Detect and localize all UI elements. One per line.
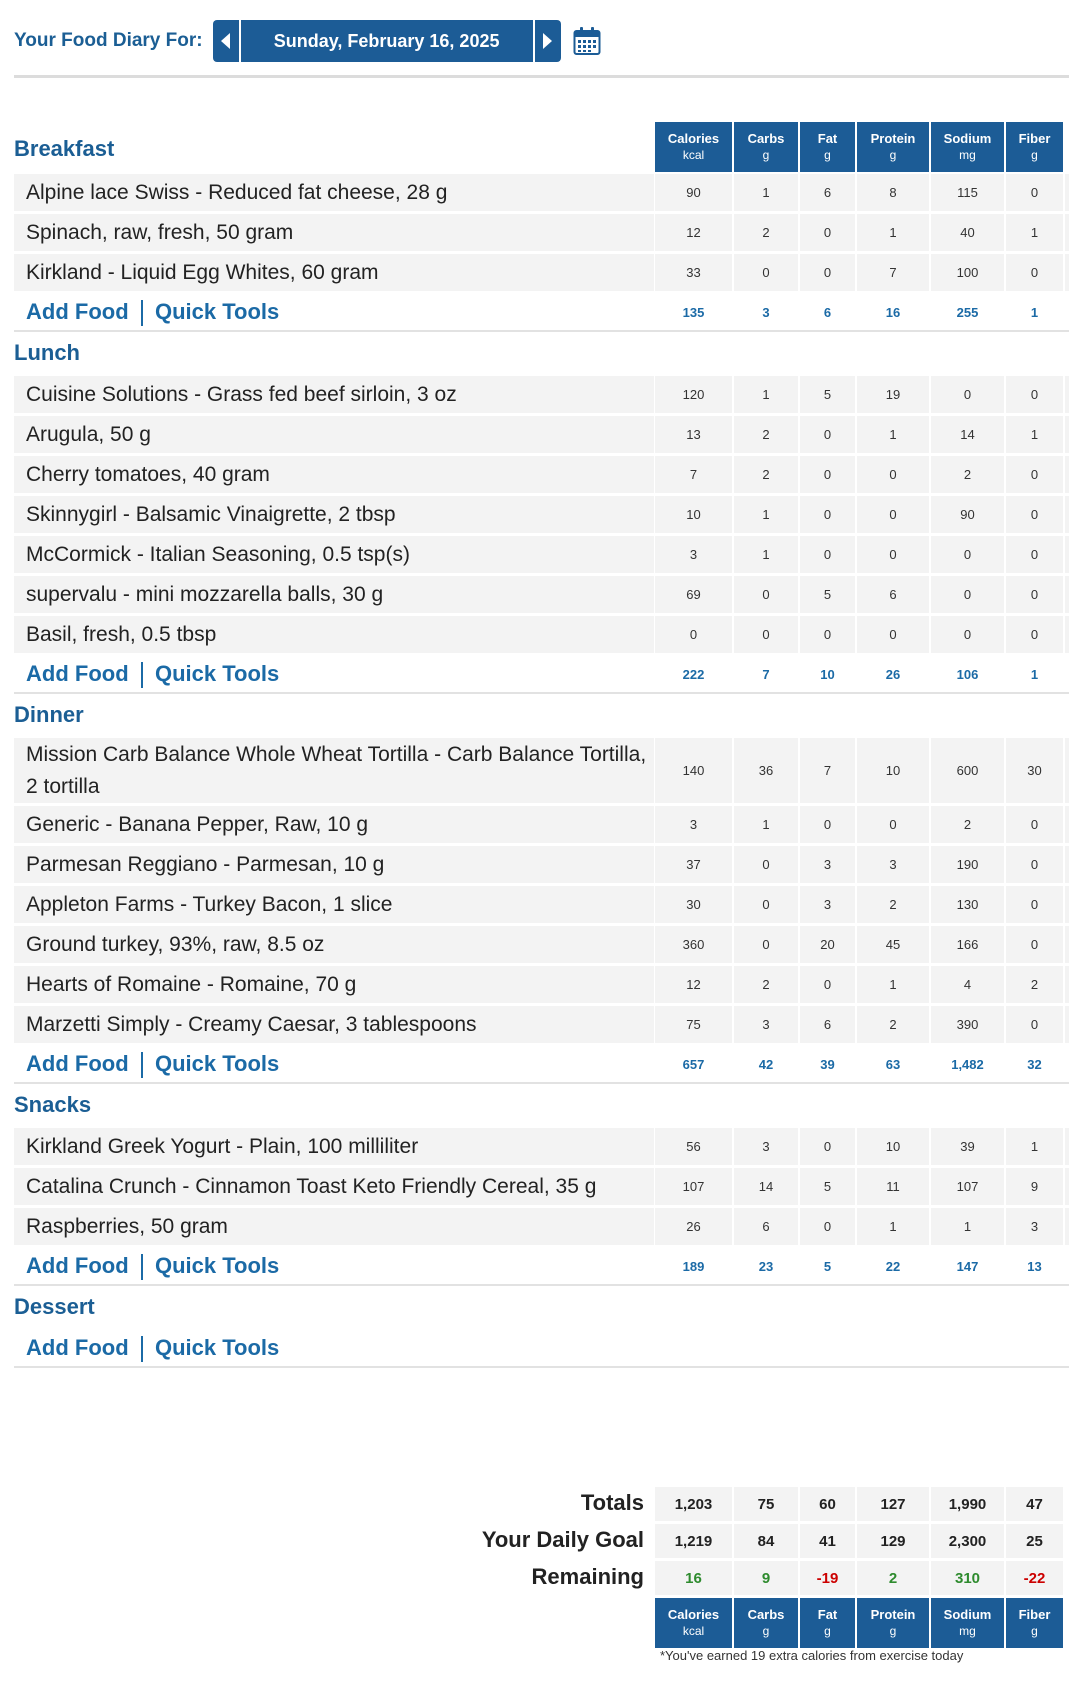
nutrient-value: 0 [734, 254, 798, 291]
nutrient-value: 1 [734, 376, 798, 413]
food-entry-name[interactable]: Ground turkey, 93%, raw, 8.5 oz [14, 926, 654, 963]
column-name: Protein [870, 1607, 916, 1622]
nutrient-value: 3 [734, 1128, 798, 1165]
nutrient-value: 10 [857, 738, 929, 803]
row-edge [1065, 806, 1069, 843]
row-edge [1065, 416, 1069, 453]
column-1-header [734, 122, 798, 172]
nutrient-value: 7 [800, 738, 855, 803]
meal-total-value: 255 [956, 304, 979, 320]
nutrient-value: 0 [800, 966, 855, 1003]
nutrient-value: 5 [800, 376, 855, 413]
nutrient-value: 2 [1006, 966, 1063, 1003]
link-separator [141, 1052, 143, 1078]
food-entry-row[interactable] [14, 416, 1069, 453]
food-entry-row[interactable] [14, 456, 1069, 493]
nutrient-value: 2 [857, 1006, 929, 1043]
nutrient-value: 115 [931, 174, 1004, 211]
nutrient-value: 7 [655, 456, 732, 493]
food-entry-name[interactable]: Alpine lace Swiss - Reduced fat cheese, 28 g [14, 174, 654, 211]
column-unit: g [824, 148, 831, 162]
nutrient-value: 36 [734, 738, 798, 803]
food-entry-row[interactable] [14, 846, 1069, 883]
food-entry-row[interactable] [14, 966, 1069, 1003]
column-name: Fiber [1018, 1607, 1051, 1622]
food-entry-name[interactable]: Basil, fresh, 0.5 tbsp [14, 616, 654, 653]
link-separator [141, 300, 143, 326]
food-entry-name[interactable]: Kirkland - Liquid Egg Whites, 60 gram [14, 254, 654, 291]
meal-total-value: 42 [758, 1056, 774, 1072]
row-edge [1065, 536, 1069, 573]
meal-total-value: 3 [762, 304, 770, 320]
column-name: Fiber [1018, 131, 1051, 146]
nutrient-value: 11 [857, 1168, 929, 1205]
food-entry-name[interactable]: Parmesan Reggiano - Parmesan, 10 g [14, 846, 654, 883]
nutrient-value: 0 [857, 536, 929, 573]
food-entry-name[interactable]: Catalina Crunch - Cinnamon Toast Keto Friendly Cereal, 35 g [14, 1168, 654, 1205]
link-separator [141, 1254, 143, 1280]
meal-total-value: 23 [758, 1258, 774, 1274]
nutrient-value: 26 [655, 1208, 732, 1245]
column-unit: g [1031, 148, 1038, 162]
meal-title-breakfast: Breakfast [14, 136, 115, 161]
food-entry-name[interactable]: supervalu - mini mozzarella balls, 30 g [14, 576, 654, 613]
column-name: Calories [667, 1607, 720, 1622]
food-entry-row[interactable] [14, 1208, 1069, 1245]
quick-tools-link[interactable]: Quick Tools [155, 1253, 280, 1278]
nutrient-value: 20 [800, 926, 855, 963]
nutrient-value: 0 [857, 806, 929, 843]
nutrient-value: 1 [1006, 416, 1063, 453]
nutrient-value: 14 [931, 416, 1004, 453]
daily-goal-row-value: 2,300 [931, 1524, 1004, 1558]
remaining-row-value: -22 [1006, 1561, 1063, 1595]
column-bottom-5-header [1006, 1598, 1063, 1648]
row-edge [1065, 1208, 1069, 1245]
chevron-right-icon [543, 33, 552, 49]
nutrient-value: 0 [931, 376, 1004, 413]
nutrient-value: 1 [857, 214, 929, 251]
remaining-row-value: 16 [655, 1561, 732, 1595]
food-entry-row[interactable] [14, 1128, 1069, 1165]
nutrient-value: 0 [931, 536, 1004, 573]
nutrient-value: 0 [800, 416, 855, 453]
nutrient-value: 0 [1006, 616, 1063, 653]
nutrient-value: 10 [857, 1128, 929, 1165]
column-4-header [931, 122, 1004, 172]
column-unit: kcal [682, 1624, 705, 1638]
nutrient-value: 107 [655, 1168, 732, 1205]
nutrient-value: 6 [734, 1208, 798, 1245]
nutrient-value: 56 [655, 1128, 732, 1165]
nutrient-value: 8 [857, 174, 929, 211]
column-5-header [1006, 122, 1063, 172]
food-entry-row[interactable] [14, 174, 1069, 211]
nutrient-value: 0 [734, 616, 798, 653]
nutrient-value: 3 [655, 536, 732, 573]
nutrient-value: 360 [655, 926, 732, 963]
column-name: Sodium [943, 1607, 992, 1622]
diary-header [14, 20, 601, 62]
food-entry-row[interactable] [14, 886, 1069, 923]
meal-total-value: 135 [682, 304, 705, 320]
row-edge [1065, 254, 1069, 291]
totals-row-label: Totals [580, 1490, 644, 1515]
nutrient-value: 0 [1006, 576, 1063, 613]
nutrient-value: 2 [857, 886, 929, 923]
row-edge [1065, 738, 1069, 803]
column-bottom-0-header [655, 1598, 732, 1648]
food-entry-row[interactable] [14, 738, 1069, 803]
remaining-row-value: 310 [931, 1561, 1004, 1595]
nutrient-value: 0 [800, 1128, 855, 1165]
nutrient-value: 1 [931, 1208, 1004, 1245]
calendar-icon[interactable] [573, 26, 601, 56]
nutrient-value: 0 [734, 886, 798, 923]
nutrient-value: 19 [857, 376, 929, 413]
column-name: Fat [817, 131, 838, 146]
nutrient-value: 1 [857, 966, 929, 1003]
next-day-button[interactable] [535, 20, 561, 62]
nutrient-value: 0 [800, 536, 855, 573]
nutrient-value: 130 [931, 886, 1004, 923]
food-entry-row[interactable] [14, 576, 1069, 613]
nutrient-value: 30 [655, 886, 732, 923]
current-date: Sunday, February 16, 2025 [239, 20, 535, 62]
nutrient-value: 0 [931, 576, 1004, 613]
nutrient-value: 6 [800, 1006, 855, 1043]
meal-total-value: 1 [1030, 666, 1039, 682]
nutrient-value: 0 [734, 846, 798, 883]
remaining-row-value: 2 [857, 1561, 929, 1595]
food-entry-row[interactable] [14, 806, 1069, 843]
nutrient-value: 14 [734, 1168, 798, 1205]
nutrient-value: 0 [800, 254, 855, 291]
exercise-footnote: *You've earned 19 extra calories from exercise today [660, 1648, 964, 1663]
nutrient-value: 120 [655, 376, 732, 413]
meal-total-value: 22 [885, 1258, 901, 1274]
daily-goal-row-value: 25 [1006, 1524, 1063, 1558]
column-3-header [857, 122, 929, 172]
food-entry-row[interactable] [14, 616, 1069, 653]
nutrient-value: 0 [800, 496, 855, 533]
add-food-link[interactable]: Add Food [26, 1253, 129, 1278]
daily-goal-row-value: 84 [734, 1524, 798, 1558]
food-entry-row[interactable] [14, 536, 1069, 573]
column-bottom-3-header [857, 1598, 929, 1648]
daily-goal-row-value: 41 [800, 1524, 855, 1558]
meal-total-value: 10 [820, 666, 835, 682]
nutrient-value: 390 [931, 1006, 1004, 1043]
column-unit: g [889, 1624, 897, 1638]
food-entry-name[interactable]: Marzetti Simply - Creamy Caesar, 3 tablespoons [14, 1006, 654, 1043]
date-navigator [213, 20, 561, 62]
nutrient-value: 33 [655, 254, 732, 291]
nutrient-value: 2 [734, 456, 798, 493]
nutrient-value: 10 [655, 496, 732, 533]
nutrient-value: 69 [655, 576, 732, 613]
totals-row-value: 127 [857, 1487, 929, 1521]
nutrient-value: 3 [857, 846, 929, 883]
header-divider [14, 75, 1069, 78]
column-unit: mg [959, 148, 976, 162]
food-entry-name[interactable]: Arugula, 50 g [14, 416, 654, 453]
food-entry-row[interactable] [14, 926, 1069, 963]
nutrient-value: 2 [931, 806, 1004, 843]
nutrient-value: 0 [655, 616, 732, 653]
totals-row-value: 47 [1006, 1487, 1063, 1521]
nutrient-value: 39 [931, 1128, 1004, 1165]
nutrient-value: 0 [1006, 1006, 1063, 1043]
meal-total-value: 5 [823, 1258, 832, 1274]
food-entry-name[interactable]: Spinach, raw, fresh, 50 gram [14, 214, 654, 251]
meal-actions-row [14, 656, 1069, 694]
nutrient-value: 5 [800, 576, 855, 613]
row-edge [1065, 926, 1069, 963]
food-entry-name[interactable]: Raspberries, 50 gram [14, 1208, 654, 1245]
meal-total-value: 1,482 [951, 1056, 984, 1072]
column-unit: g [762, 1624, 770, 1638]
meal-actions-row [14, 294, 1069, 332]
nutrient-value: 45 [857, 926, 929, 963]
nutrient-value: 166 [931, 926, 1004, 963]
column-name: Protein [870, 131, 916, 146]
food-entry-row[interactable] [14, 376, 1069, 413]
column-unit: g [889, 148, 897, 162]
nutrient-value: 100 [931, 254, 1004, 291]
nutrient-value: 0 [1006, 376, 1063, 413]
column-name: Carbs [747, 1607, 785, 1622]
nutrient-value: 75 [655, 1006, 732, 1043]
nutrient-value: 9 [1006, 1168, 1063, 1205]
meal-total-value: 7 [762, 666, 770, 682]
add-food-link[interactable]: Add Food [26, 299, 129, 324]
nutrient-value: 0 [931, 616, 1004, 653]
nutrient-value: 0 [1006, 456, 1063, 493]
meal-total-value: 6 [823, 304, 832, 320]
add-food-link[interactable]: Add Food [26, 1335, 129, 1360]
nutrient-value: 12 [655, 214, 732, 251]
nutrient-value: 0 [800, 616, 855, 653]
nutrient-value: 0 [857, 456, 929, 493]
column-unit: g [762, 148, 770, 162]
meal-actions-row [14, 1046, 1069, 1084]
add-food-link[interactable]: Add Food [26, 661, 129, 686]
nutrient-value: 0 [800, 1208, 855, 1245]
column-0-header [655, 122, 732, 172]
nutrient-value: 2 [734, 214, 798, 251]
daily-goal-row-value: 129 [857, 1524, 929, 1558]
meal-total-value: 16 [885, 304, 901, 320]
nutrient-value: 0 [800, 456, 855, 493]
nutrient-value: 40 [931, 214, 1004, 251]
food-entry-row[interactable] [14, 1006, 1069, 1043]
meal-total-value: 13 [1027, 1258, 1042, 1274]
diary-label: Your Food Diary For: [14, 30, 203, 51]
nutrient-value: 1 [734, 536, 798, 573]
quick-tools-link[interactable]: Quick Tools [155, 1335, 280, 1360]
row-edge [1065, 576, 1069, 613]
nutrient-value: 6 [857, 576, 929, 613]
nutrient-value: 190 [931, 846, 1004, 883]
row-edge [1065, 174, 1069, 211]
nutrient-value: 0 [800, 806, 855, 843]
row-edge [1065, 1128, 1069, 1165]
meal-actions-row [14, 1248, 1069, 1286]
nutrient-value: 0 [857, 496, 929, 533]
nutrient-value: 107 [931, 1168, 1004, 1205]
nutrient-value: 2 [931, 456, 1004, 493]
nutrient-value: 1 [734, 174, 798, 211]
column-unit: g [1031, 1624, 1038, 1638]
nutrient-value: 1 [857, 1208, 929, 1245]
nutrient-value: 3 [800, 846, 855, 883]
column-name: Fat [817, 1607, 838, 1622]
column-name: Calories [667, 131, 720, 146]
nutrient-value: 12 [655, 966, 732, 1003]
row-edge [1065, 456, 1069, 493]
food-entry-name[interactable]: McCormick - Italian Seasoning, 0.5 tsp(s) [14, 536, 654, 573]
nutrient-value: 90 [931, 496, 1004, 533]
column-unit: g [824, 1624, 831, 1638]
food-entry-row[interactable] [14, 1168, 1069, 1205]
column-2-header [800, 122, 855, 172]
food-entry-row[interactable] [14, 214, 1069, 251]
row-edge [1065, 1006, 1069, 1043]
nutrient-value: 3 [734, 1006, 798, 1043]
nutrient-value: 1 [857, 416, 929, 453]
nutrient-value: 6 [800, 174, 855, 211]
row-edge [1065, 376, 1069, 413]
nutrient-value: 0 [1006, 254, 1063, 291]
row-edge [1065, 966, 1069, 1003]
meal-title-lunch: Lunch [14, 340, 80, 365]
daily-goal-row-value: 1,219 [655, 1524, 732, 1558]
nutrient-value: 90 [655, 174, 732, 211]
remaining-row-value: 9 [734, 1561, 798, 1595]
remaining-row-value: -19 [800, 1561, 855, 1595]
meal-total-value: 106 [956, 666, 979, 682]
nutrient-value: 37 [655, 846, 732, 883]
nutrient-value: 4 [931, 966, 1004, 1003]
nutrient-value: 1 [1006, 214, 1063, 251]
meal-title-snacks: Snacks [14, 1092, 92, 1117]
meal-total-value: 32 [1027, 1056, 1042, 1072]
nutrient-value: 1 [734, 496, 798, 533]
nutrient-value: 1 [734, 806, 798, 843]
meal-total-value: 63 [885, 1056, 901, 1072]
totals-row-value: 75 [734, 1487, 798, 1521]
meal-total-value: 26 [885, 666, 901, 682]
meal-total-value: 1 [1030, 304, 1039, 320]
meal-total-value: 657 [682, 1056, 705, 1072]
column-bottom-1-header [734, 1598, 798, 1648]
row-edge [1065, 1168, 1069, 1205]
nutrient-value: 0 [1006, 806, 1063, 843]
nutrient-value: 30 [1006, 738, 1063, 803]
nutrient-value: 0 [1006, 496, 1063, 533]
meal-total-value: 147 [956, 1258, 979, 1274]
food-entry-name[interactable]: Appleton Farms - Turkey Bacon, 1 slice [14, 886, 654, 923]
food-entry-name[interactable]: Hearts of Romaine - Romaine, 70 g [14, 966, 654, 1003]
chevron-left-icon [221, 33, 230, 49]
nutrient-value: 140 [655, 738, 732, 803]
totals-row-value: 1,990 [931, 1487, 1004, 1521]
link-separator [141, 662, 143, 688]
nutrient-value: 0 [734, 576, 798, 613]
nutrient-value: 3 [800, 886, 855, 923]
quick-tools-link[interactable]: Quick Tools [155, 1051, 280, 1076]
meal-total-value: 222 [682, 666, 705, 682]
column-unit: mg [959, 1624, 976, 1638]
previous-day-button[interactable] [213, 20, 239, 62]
nutrient-value: 13 [655, 416, 732, 453]
food-entry-row[interactable] [14, 254, 1069, 291]
meal-actions-row [14, 1330, 1069, 1368]
column-name: Carbs [747, 131, 785, 146]
nutrient-value: 0 [1006, 846, 1063, 883]
nutrient-value: 0 [734, 926, 798, 963]
row-edge [1065, 214, 1069, 251]
nutrient-value: 3 [655, 806, 732, 843]
food-entry-name[interactable]: Cherry tomatoes, 40 gram [14, 456, 654, 493]
meal-title-dessert: Dessert [14, 1294, 95, 1319]
nutrient-value: 600 [931, 738, 1004, 803]
column-name: Sodium [943, 131, 992, 146]
totals-row-value: 60 [800, 1487, 855, 1521]
food-entry-name[interactable]: Generic - Banana Pepper, Raw, 10 g [14, 806, 654, 843]
remaining-row-label: Remaining [531, 1564, 644, 1589]
nutrient-value: 7 [857, 254, 929, 291]
row-edge [1065, 886, 1069, 923]
nutrient-value: 2 [734, 416, 798, 453]
column-unit: kcal [682, 148, 705, 162]
nutrient-value: 0 [1006, 926, 1063, 963]
row-edge [1065, 846, 1069, 883]
quick-tools-link[interactable]: Quick Tools [155, 299, 280, 324]
food-entry-name[interactable]: Cuisine Solutions - Grass fed beef sirloin, 3 oz [14, 376, 654, 413]
meal-total-value: 189 [682, 1258, 705, 1274]
column-bottom-4-header [931, 1598, 1004, 1648]
row-edge [1065, 496, 1069, 533]
totals-row-value: 1,203 [655, 1487, 732, 1521]
nutrient-value: 0 [800, 214, 855, 251]
link-separator [141, 1336, 143, 1362]
food-entry-name[interactable]: Mission Carb Balance Whole Wheat Tortilla - Carb Balance Tortilla, 2 tortilla [14, 738, 654, 803]
nutrient-value: 1 [1006, 1128, 1063, 1165]
food-entry-name[interactable]: Skinnygirl - Balsamic Vinaigrette, 2 tbsp [14, 496, 654, 533]
add-food-link[interactable]: Add Food [26, 1051, 129, 1076]
nutrient-value: 0 [1006, 174, 1063, 211]
food-entry-row[interactable] [14, 496, 1069, 533]
nutrient-value: 0 [1006, 886, 1063, 923]
nutrient-value: 0 [857, 616, 929, 653]
nutrient-value: 2 [734, 966, 798, 1003]
column-bottom-2-header [800, 1598, 855, 1648]
meal-total-value: 39 [820, 1056, 835, 1072]
meal-title-dinner: Dinner [14, 702, 84, 727]
quick-tools-link[interactable]: Quick Tools [155, 661, 280, 686]
nutrient-value: 3 [1006, 1208, 1063, 1245]
row-edge [1065, 616, 1069, 653]
nutrient-value: 0 [1006, 536, 1063, 573]
daily-goal-row-label: Your Daily Goal [481, 1527, 644, 1552]
nutrient-value: 5 [800, 1168, 855, 1205]
food-entry-name[interactable]: Kirkland Greek Yogurt - Plain, 100 milliliter [14, 1128, 654, 1165]
